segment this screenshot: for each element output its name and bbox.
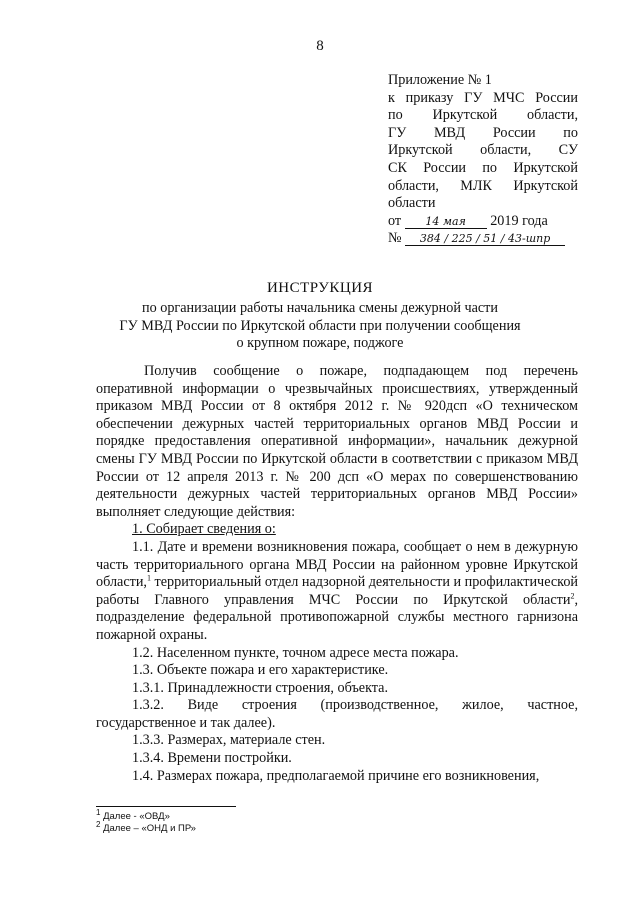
appendix-line: Иркутской области, СУ bbox=[388, 142, 578, 159]
page-number: 8 bbox=[316, 38, 324, 54]
document-subtitle bbox=[90, 300, 550, 353]
item-1-1-text-b: территориальный отдел надзорной деятельности и профилактической работы Главного управления МЧС России по Иркутской области bbox=[96, 574, 579, 608]
footnote-mark: 1 bbox=[96, 807, 101, 817]
handwritten-number: 384 / 225 / 51 / 43-шпр bbox=[405, 232, 565, 246]
appendix-line: Приложение № 1 bbox=[388, 72, 492, 88]
footnote-mark: 2 bbox=[96, 819, 101, 829]
appendix-line: СК России по Иркутской bbox=[388, 159, 578, 176]
item-1-3: 1.3. Объекте пожара и его характеристике. bbox=[132, 662, 389, 679]
footnote-text: Далее - «ОВД» bbox=[103, 811, 170, 822]
item-1-text: 1. Собирает сведения о: bbox=[132, 521, 276, 538]
appendix-line: области bbox=[388, 195, 436, 212]
subtitle-line: по организации работы начальника смены дежурной части bbox=[142, 300, 498, 316]
appendix-line: ГУ МВД России по bbox=[388, 124, 578, 141]
date-suffix: 2019 года bbox=[490, 212, 548, 229]
intro-paragraph: Получив сообщение о пожаре, подпадающем под перечень оперативной информации о чрезвычайных происшествиях, утвержденный приказом МВД России от 8 октября 2012 г. № 920дсп «О техническом обеспечении дежурных частей территориальных органов МВД России и порядке предоставления оперативной информации», начальник дежурной смены ГУ МВД России по Иркутской области в соответствии с приказом МВД России от 12 апреля 2013 г. № 200 дсп «О мерах по совершенствованию деятельности дежурных частей территориальных органов МВД России» выполняет следующие действия: bbox=[96, 363, 578, 520]
document-title: ИНСТРУКЦИЯ bbox=[266, 280, 374, 296]
subtitle-line: о крупном пожаре, поджоге bbox=[236, 335, 404, 352]
item-1-1 bbox=[96, 539, 578, 645]
number-prefix: № bbox=[388, 230, 402, 247]
date-prefix: от bbox=[388, 212, 402, 229]
item-1-3-3: 1.3.3. Размерах, материале стен. bbox=[132, 732, 326, 749]
subtitle-line: ГУ МВД России по Иркутской области при получении сообщения bbox=[119, 317, 521, 334]
appendix-line: по Иркутской области, bbox=[388, 107, 578, 124]
document-body bbox=[96, 363, 578, 785]
footnote-1 bbox=[96, 807, 396, 823]
footnote-text: Далее – «ОНД и ПР» bbox=[103, 823, 196, 834]
item-1-3-4: 1.3.4. Времени постройки. bbox=[132, 750, 292, 767]
item-1-2: 1.2. Населенном пункте, точном адресе места пожара. bbox=[132, 644, 459, 661]
item-1-1-text-c: , подразделение федеральной противопожарной службы местного гарнизона пожарной охраны. bbox=[96, 591, 578, 643]
footnote-ref-2: 2 bbox=[570, 590, 575, 600]
item-1-1-text-a: 1.1. Дате и времени возникновения пожара, сообщает о нем в дежурную часть территориального органа МВД России на районном уровне Иркутской области, bbox=[96, 538, 578, 591]
footnote-divider bbox=[96, 806, 236, 807]
footnotes bbox=[96, 806, 396, 835]
appendix-header bbox=[388, 72, 578, 248]
footnote-ref-1: 1 bbox=[146, 573, 151, 583]
item-1 bbox=[96, 521, 578, 539]
footnote-2 bbox=[96, 819, 396, 835]
item-1-3-2: 1.3.2. Виде строения (производственное, жилое, частное, государственное и так далее). bbox=[96, 697, 578, 731]
item-1-3-1: 1.3.1. Принадлежности строения, объекта. bbox=[132, 679, 389, 696]
handwritten-date: 14 мая bbox=[405, 215, 487, 229]
appendix-number-line bbox=[388, 230, 578, 248]
appendix-line: области, МЛК Иркутской bbox=[388, 177, 578, 194]
item-1-4: 1.4. Размерах пожара, предполагаемой причине его возникновения, bbox=[132, 767, 540, 784]
appendix-date-line bbox=[388, 213, 578, 231]
appendix-line: к приказу ГУ МЧС России bbox=[388, 89, 578, 106]
